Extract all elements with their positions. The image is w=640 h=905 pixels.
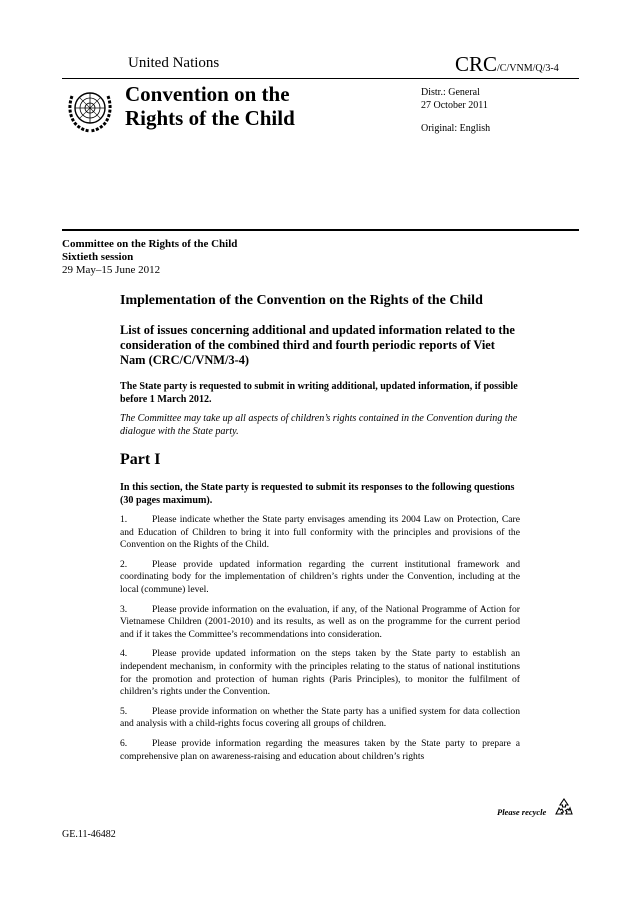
symbol-suffix: /C/VNM/Q/3-4 xyxy=(497,63,559,74)
item-number: 3. xyxy=(120,603,128,615)
convention-title-line1: Convention on the xyxy=(125,82,290,106)
item-number: 6. xyxy=(120,737,128,749)
list-item xyxy=(120,738,520,763)
part-intro: In this section, the State party is requested to submit its responses to the following questions (30 pages maximum). xyxy=(120,482,515,506)
main-heading: Implementation of the Convention on the Rights of the Child xyxy=(120,293,483,308)
main-content xyxy=(120,292,520,770)
committee-block xyxy=(62,238,237,277)
recycle-icon xyxy=(553,797,575,819)
section-rule xyxy=(62,229,579,231)
list-of-issues-heading: List of issues concerning additional and updated information related to the consideration of the combined third and fourth periodic reports of Viet Nam (CRC/C/VNM/3-4) xyxy=(120,323,515,367)
item-text: Please provide information on whether the State party has a unified system for data collection and analysis with a child-rights focus covering all groups of children. xyxy=(120,705,520,730)
list-item xyxy=(120,514,520,552)
document-symbol xyxy=(455,52,559,77)
list-item xyxy=(120,648,520,698)
item-text: Please provide information regarding the measures taken by the State party to prepare a comprehensive plan on awareness-raising and education about children’s rights xyxy=(120,737,520,762)
item-text: Please provide information on the evaluation, if any, of the National Programme of Action for Vietnamese Children (2001-2010) and its results, as well as on the programme for the current period and if it takes the Committee’s recommendations into consideration. xyxy=(120,603,520,640)
distribution: Distr.: General xyxy=(421,87,480,98)
item-number: 4. xyxy=(120,648,128,660)
committee-note: The Committee may take up all aspects of children’s rights contained in the Convention during the dialogue with the State party. xyxy=(120,413,518,437)
job-number: GE.11-46482 xyxy=(62,829,116,840)
list-item xyxy=(120,559,520,597)
convention-title xyxy=(125,82,385,130)
item-number: 2. xyxy=(120,558,128,570)
item-number: 5. xyxy=(120,705,128,717)
list-item xyxy=(120,706,520,731)
un-emblem-icon xyxy=(64,84,116,136)
distribution-info xyxy=(421,86,490,135)
original-language: Original: English xyxy=(421,123,491,134)
item-text: Please indicate whether the State party envisages amending its 2004 Law on Protection, Care and Education of Children to bring it into full conformity with the principles and provisions of the Convention on the Rights of the Child. xyxy=(120,514,520,551)
session-name: Sixtieth session xyxy=(62,251,134,263)
symbol-main: CRC xyxy=(455,52,498,76)
recycle-text: Please recycle xyxy=(497,807,547,817)
organization-name: United Nations xyxy=(128,55,220,71)
item-text: Please provide updated information regarding the current institutional framework and coordinating body for the implementation of children’s rights under the Convention, including at the local (commune) level. xyxy=(120,558,520,595)
convention-title-line2: Rights of the Child xyxy=(125,106,295,130)
part-title: Part I xyxy=(120,451,161,468)
header-rule xyxy=(62,78,579,79)
recycle-notice xyxy=(497,797,577,827)
list-item xyxy=(120,604,520,642)
request-paragraph: The State party is requested to submit in writing additional, updated information, if possible before 1 March 2012. xyxy=(120,381,518,405)
issue-date: 27 October 2011 xyxy=(421,100,488,111)
committee-name: Committee on the Rights of the Child xyxy=(62,238,238,250)
session-dates: 29 May–15 June 2012 xyxy=(62,264,161,276)
item-text: Please provide updated information on the steps taken by the State party to establish an independent mechanism, in conformity with the principles relating to the status of national institutions for the promotion and protection of human rights (Paris Principles), to monitor the fulfilment of children’s rights under the Convention. xyxy=(120,648,520,698)
item-number: 1. xyxy=(120,514,128,525)
